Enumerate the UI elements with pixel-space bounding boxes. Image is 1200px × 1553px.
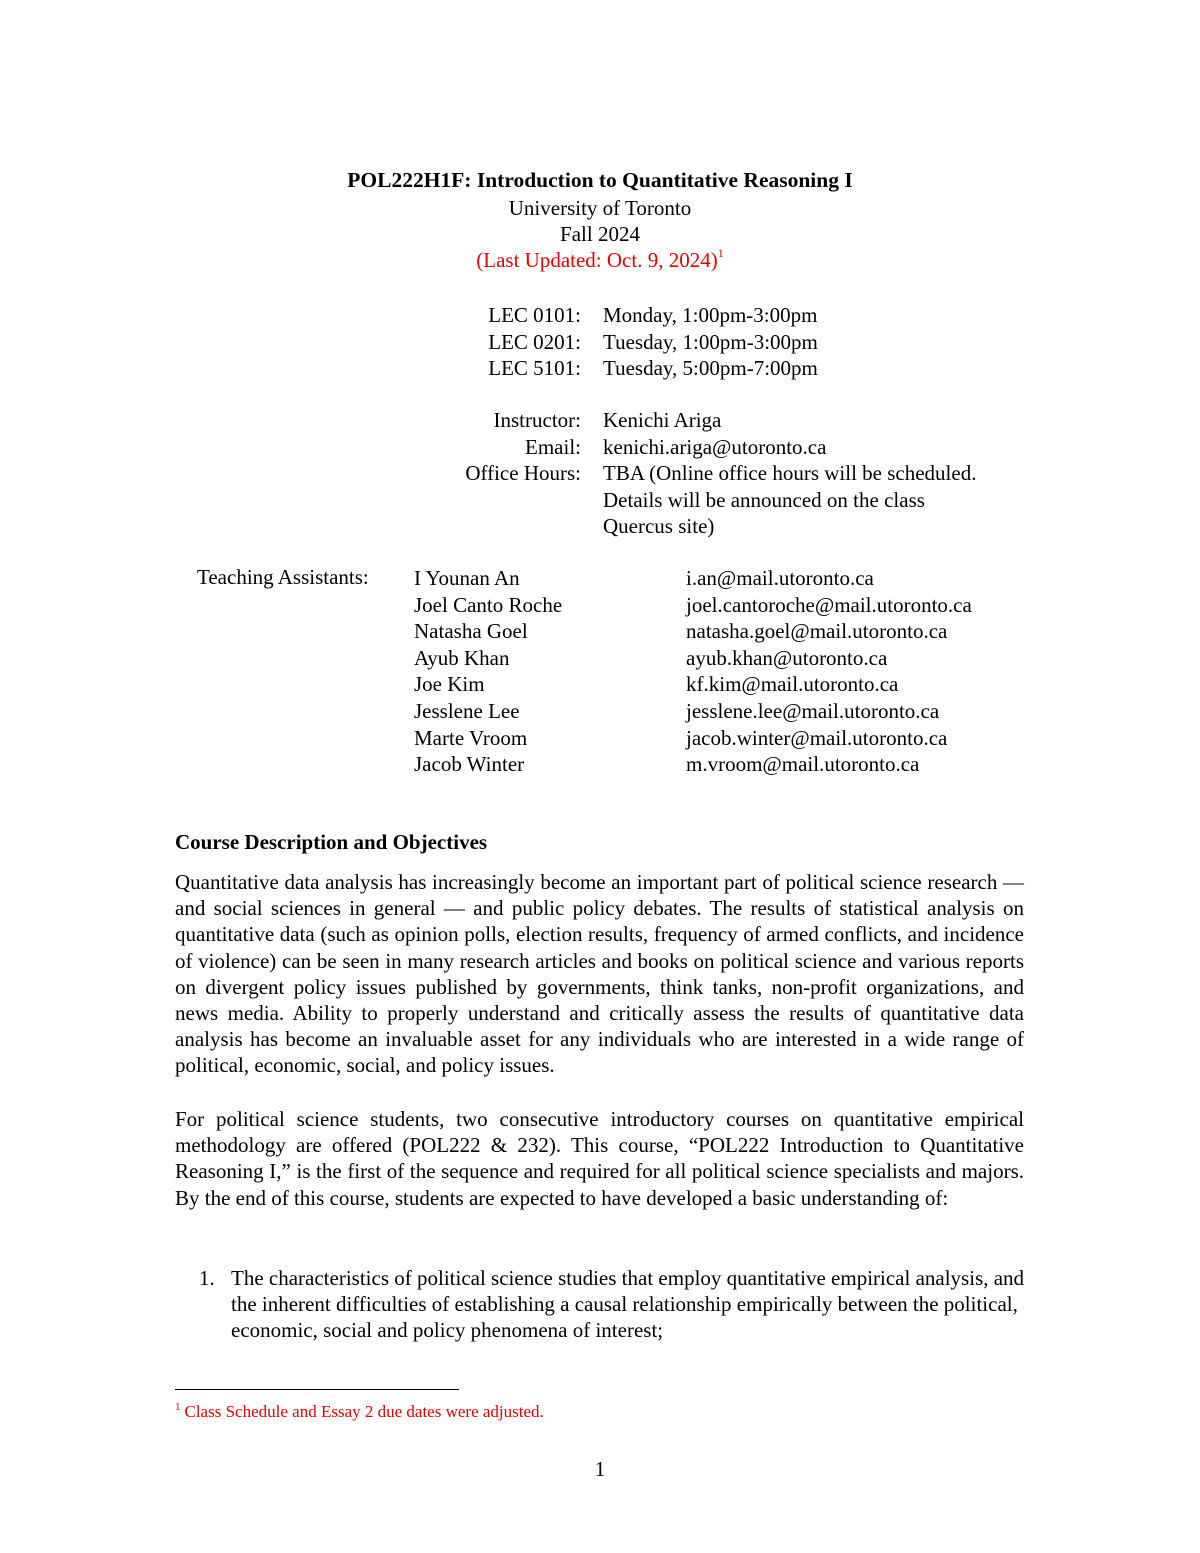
lecture-label: LEC 0101: [488,303,581,327]
ta-email[interactable]: i.an@mail.utoronto.ca [686,566,874,590]
ta-name: Jacob Winter [414,752,525,777]
page-number: 1 [594,1457,606,1481]
list-item-text: The characteristics of political science studies that employ quantitative empirical analysis, and the inherent difficulties of establishing a causal relationship empirically between the political, economic, social and policy phenomena of interest; [231,1266,1025,1343]
footnote [175,1402,544,1422]
list-item-number: 1. [199,1266,215,1290]
lecture-time: Tuesday, 1:00pm-3:00pm [603,330,818,354]
lecture-label: LEC 0201: [488,330,581,354]
footnote-divider [175,1389,459,1390]
ta-names [414,565,562,778]
ta-email[interactable]: jacob.winter@mail.utoronto.ca [686,725,948,750]
paragraph: Quantitative data analysis has increasingly become an important part of political science research — and social sciences in general — and public policy debates. The results of statistical analysis on quantitative data (such as opinion polls, election results, frequency of armed conflicts, and incidence of violence) can be seen in many research articles and books on political science and various reports on divergent policy issues published by governments, think tanks, non-profit organizations, and news media. Ability to properly understand and critically assess the results of quantitative data analysis has become an invaluable asset for any individuals who are interested in a wide range of political, economic, social, and policy issues. [175,870,1024,1078]
office-hours-line: Details will be announced on the class [603,488,925,512]
office-hours-line: TBA (Online office hours will be scheduled. [603,461,977,485]
lecture-time: Monday, 1:00pm-3:00pm [603,303,818,327]
last-updated [0,248,1200,273]
instructor-label: Instructor: [493,408,581,432]
ta-email[interactable]: kf.kim@mail.utoronto.ca [686,672,899,697]
course-title: POL222H1F: Introduction to Quantitative Reasoning I [347,168,853,192]
ta-name: Jesslene Lee [414,698,520,723]
footnote-mark[interactable]: 1 [717,246,724,260]
ta-name: Ayub Khan [414,645,510,670]
footnote-number: 1 [175,1401,181,1413]
ta-name: Marte Vroom [414,725,528,750]
ta-name: Joe Kim [414,672,485,697]
ta-name: Natasha Goel [414,619,528,644]
instructor-name: Kenichi Ariga [603,408,722,432]
paragraph: For political science students, two consecutive introductory courses on quantitative empirical methodology are offered (POL222 & 232). This course, “POL222 Introduction to Quantitative Reasoning I,” is the first of the sequence and required for all political science specialists and majors. By the end of this course, students are expected to have developed a basic understanding of: [175,1107,1024,1210]
footnote-text: Class Schedule and Essay 2 due dates were adjusted. [184,1402,544,1421]
ta-name: I Younan An [414,566,520,590]
last-updated-text: (Last Updated: Oct. 9, 2024) [476,248,718,272]
university-name: University of Toronto [508,196,692,220]
ta-email[interactable]: ayub.khan@utoronto.ca [686,645,888,670]
ta-name: Joel Canto Roche [414,592,563,617]
email-label: Email: [525,435,581,459]
ta-email[interactable]: m.vroom@mail.utoronto.ca [686,752,920,777]
term: Fall 2024 [560,222,640,246]
office-hours-label: Office Hours: [465,461,581,485]
ta-email[interactable]: joel.cantoroche@mail.utoronto.ca [686,592,972,617]
lecture-time: Tuesday, 5:00pm-7:00pm [603,356,818,380]
instructor-email[interactable]: kenichi.ariga@utoronto.ca [603,435,827,459]
lecture-label: LEC 5101: [488,356,581,380]
ta-label: Teaching Assistants: [197,565,369,589]
ta-emails [686,565,972,778]
section-heading: Course Description and Objectives [175,830,488,854]
ta-email[interactable]: jesslene.lee@mail.utoronto.ca [686,698,940,723]
office-hours-line: Quercus site) [603,514,715,538]
ta-email[interactable]: natasha.goel@mail.utoronto.ca [686,619,948,644]
